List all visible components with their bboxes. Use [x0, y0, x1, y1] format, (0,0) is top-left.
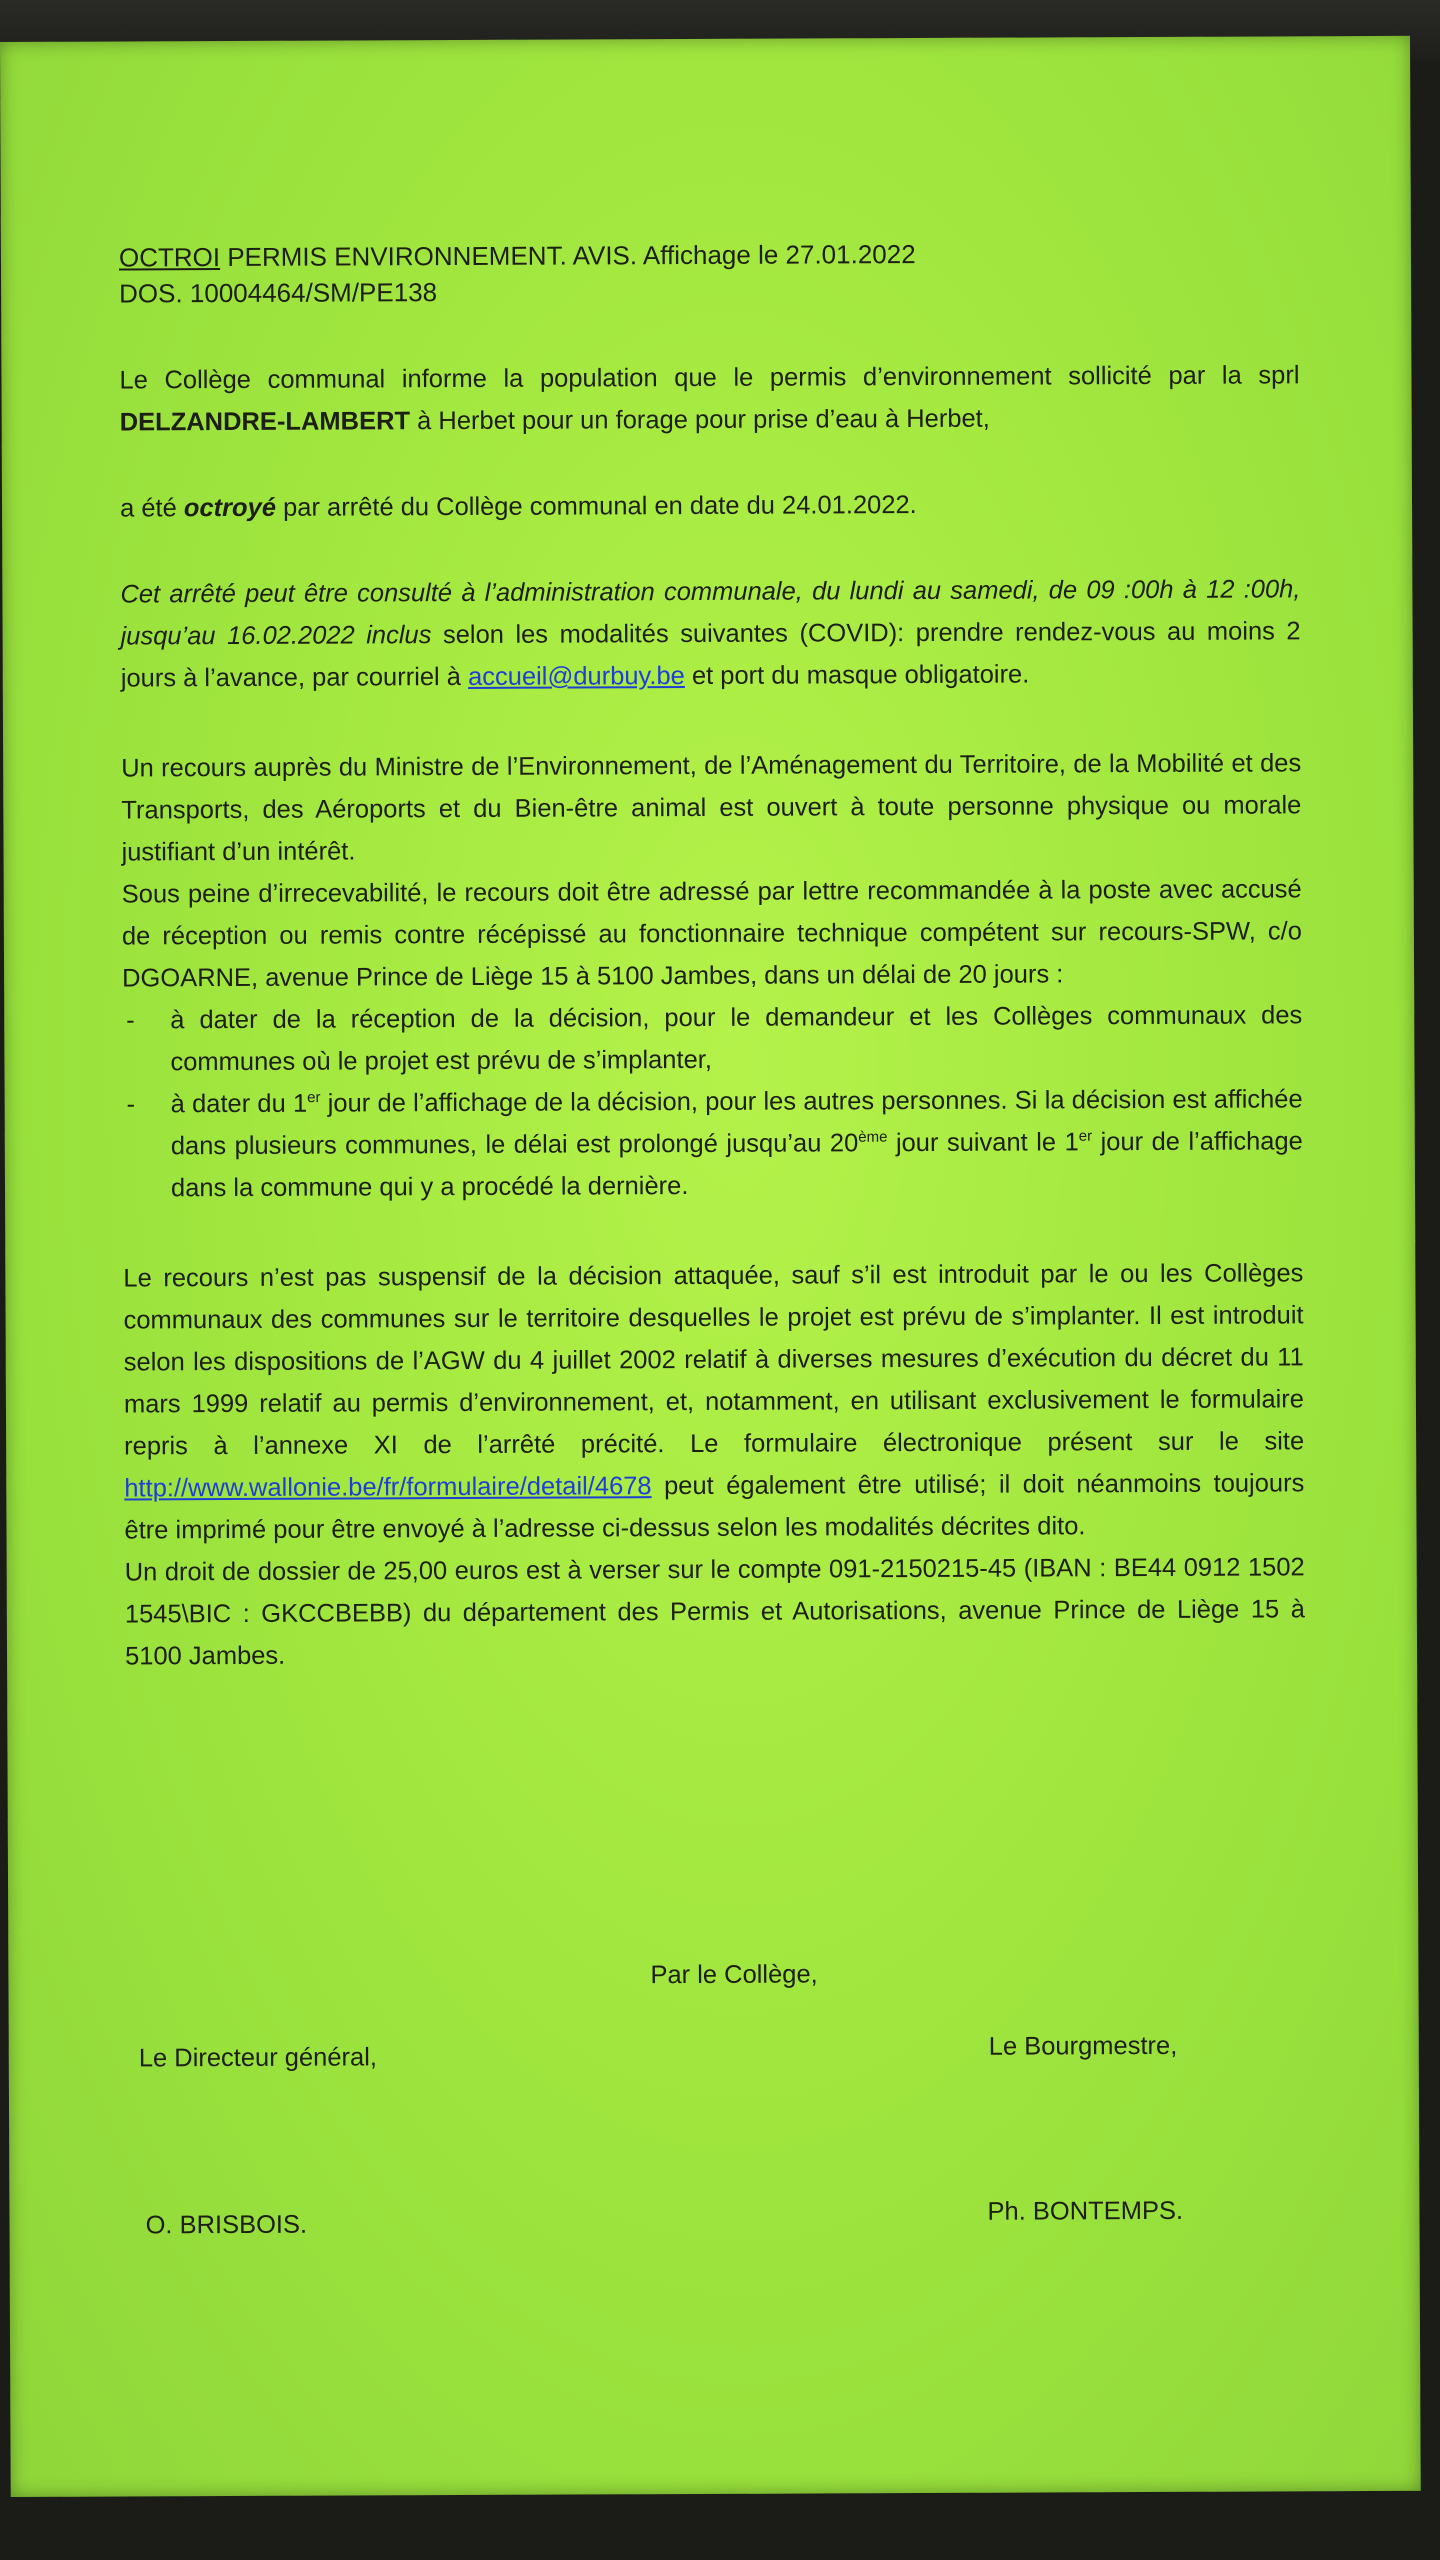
- list-item: [122, 994, 1302, 1083]
- ordinal-suffix: er: [1078, 1127, 1093, 1145]
- suspensive-text: Le recours n’est pas suspensif de la décision attaquée, sauf s’il est introduit par le ou les Collèges communaux des communes sur le territoire desquelles le projet est prévu de s’implanter. Il est introduit selon les dispositions de l’AGW du 4 juillet 2002 relatif à diverses mesures d’exécution du décret du 11 mars 1999 relatif au permis d’environnement, et, notamment, en utilisant exclusivement le formulaire repris à l’annexe XI de l’arrêté précité. Le formulaire électronique présent sur le site: [123, 1259, 1305, 1461]
- par-le-college: Par le Collège,: [650, 1960, 818, 1990]
- granted-word: octroyé: [183, 493, 277, 523]
- suspensive-text-end: peut également être utilisé; il doit néanmoins toujours être imprimé pour être envoyé à l’adresse ci-dessus selon les modalités décrites dito.: [124, 1469, 1305, 1545]
- ordinal-suffix: ème: [858, 1128, 888, 1146]
- mayor-name: Ph. BONTEMPS.: [987, 2196, 1184, 2226]
- public-notice-sheet: [0, 36, 1421, 2497]
- mayor-title: Le Bourgmestre,: [988, 2031, 1178, 2061]
- granted-text: a été: [119, 494, 184, 523]
- consultation-text-end: et port du masque obligatoire.: [684, 660, 1030, 691]
- appeal-deadline-list: [122, 994, 1303, 1209]
- dash-bullet: -: [126, 1006, 135, 1035]
- consultation-paragraph: [120, 568, 1301, 699]
- appeal-paragraph: Un recours auprès du Ministre de l’Environnement, de l’Aménagement du Territoire, de la Mobilité et des Transports, des Aéroports et du Bien-être animal est ouvert à toute personne physique ou morale justifiant d’un intérêt.: [121, 749, 1302, 867]
- fee-paragraph: Un droit de dossier de 25,00 euros est à verser sur le compte 091-2150215-45 (IBAN : BE44 0912 1502 1545\BIC : GKCCBEBB) du département des Permis et Autorisations, avenue Prince de Liège 15 à 5100 Jambes.: [124, 1553, 1305, 1671]
- appeal-conditions: Sous peine d’irrecevabilité, le recours doit être adressé par lettre recommandée à la poste avec accusé de réception ou remis contre récépissé au fonctionnaire technique compétent sur recours-SPW, c/o DGOARNE, avenue Prince de Liège 15 à 5100 Jambes, dans un délai de 20 jours :: [121, 875, 1302, 993]
- granted-text-end: par arrêté du Collège communal en date du 24.01.2022.: [275, 491, 917, 522]
- dash-bullet: -: [126, 1090, 136, 1119]
- notice-body: [119, 234, 1305, 1677]
- list-item-text: jour de l’affichage dans la commune qui y a procédé la dernière.: [170, 1127, 1303, 1203]
- list-item: [123, 1078, 1304, 1209]
- granted-paragraph: [120, 482, 1300, 529]
- file-reference: DOS. 10004464/SM/PE138: [119, 277, 438, 309]
- intro-paragraph: [119, 354, 1299, 443]
- wallonie-form-link[interactable]: http://www.wallonie.be/fr/formulaire/detail/4678: [124, 1472, 652, 1503]
- notice-heading: [119, 234, 1299, 311]
- consultation-hours: Cet arrêté peut être consulté à l’administration communale, du lundi au samedi, de 09 :00h à 12 :00h, jusqu’au 16.02.2022 inclus: [120, 575, 1301, 651]
- heading-octroi: OCTROI: [118, 242, 221, 273]
- non-suspensive-paragraph: [123, 1252, 1304, 1551]
- list-item-text: jour suivant le 1: [887, 1128, 1079, 1158]
- director-title: Le Directeur général,: [138, 2043, 377, 2073]
- intro-text: Le Collège communal informe la population que le permis d’environnement sollicité par la sprl: [119, 361, 1300, 395]
- heading-title: PERMIS ENVIRONNEMENT. AVIS. Affichage le 27.01.2022: [219, 239, 916, 273]
- applicant-name: DELZANDRE-LAMBERT: [119, 407, 411, 437]
- list-item-text: à dater du 1: [170, 1089, 308, 1119]
- director-name: O. BRISBOIS.: [145, 2210, 308, 2240]
- list-item-text: à dater de la réception de la décision, pour le demandeur et les Collèges communaux des communes où le projet est prévu de s’implanter,: [170, 1001, 1303, 1077]
- ordinal-suffix: er: [307, 1089, 321, 1107]
- list-item-text: jour de l’affichage de la décision, pour les autres personnes. Si la décision est affichée dans plusieurs communes, le délai est prolongé jusqu’au 20: [170, 1085, 1303, 1161]
- intro-text-end: à Herbet pour un forage pour prise d’eau à Herbet,: [409, 404, 990, 436]
- consultation-text: selon les modalités suivantes (COVID): prendre rendez-vous au moins 2 jours à l’avance, par courriel à: [120, 617, 1301, 693]
- email-link[interactable]: accueil@durbuy.be: [467, 662, 685, 691]
